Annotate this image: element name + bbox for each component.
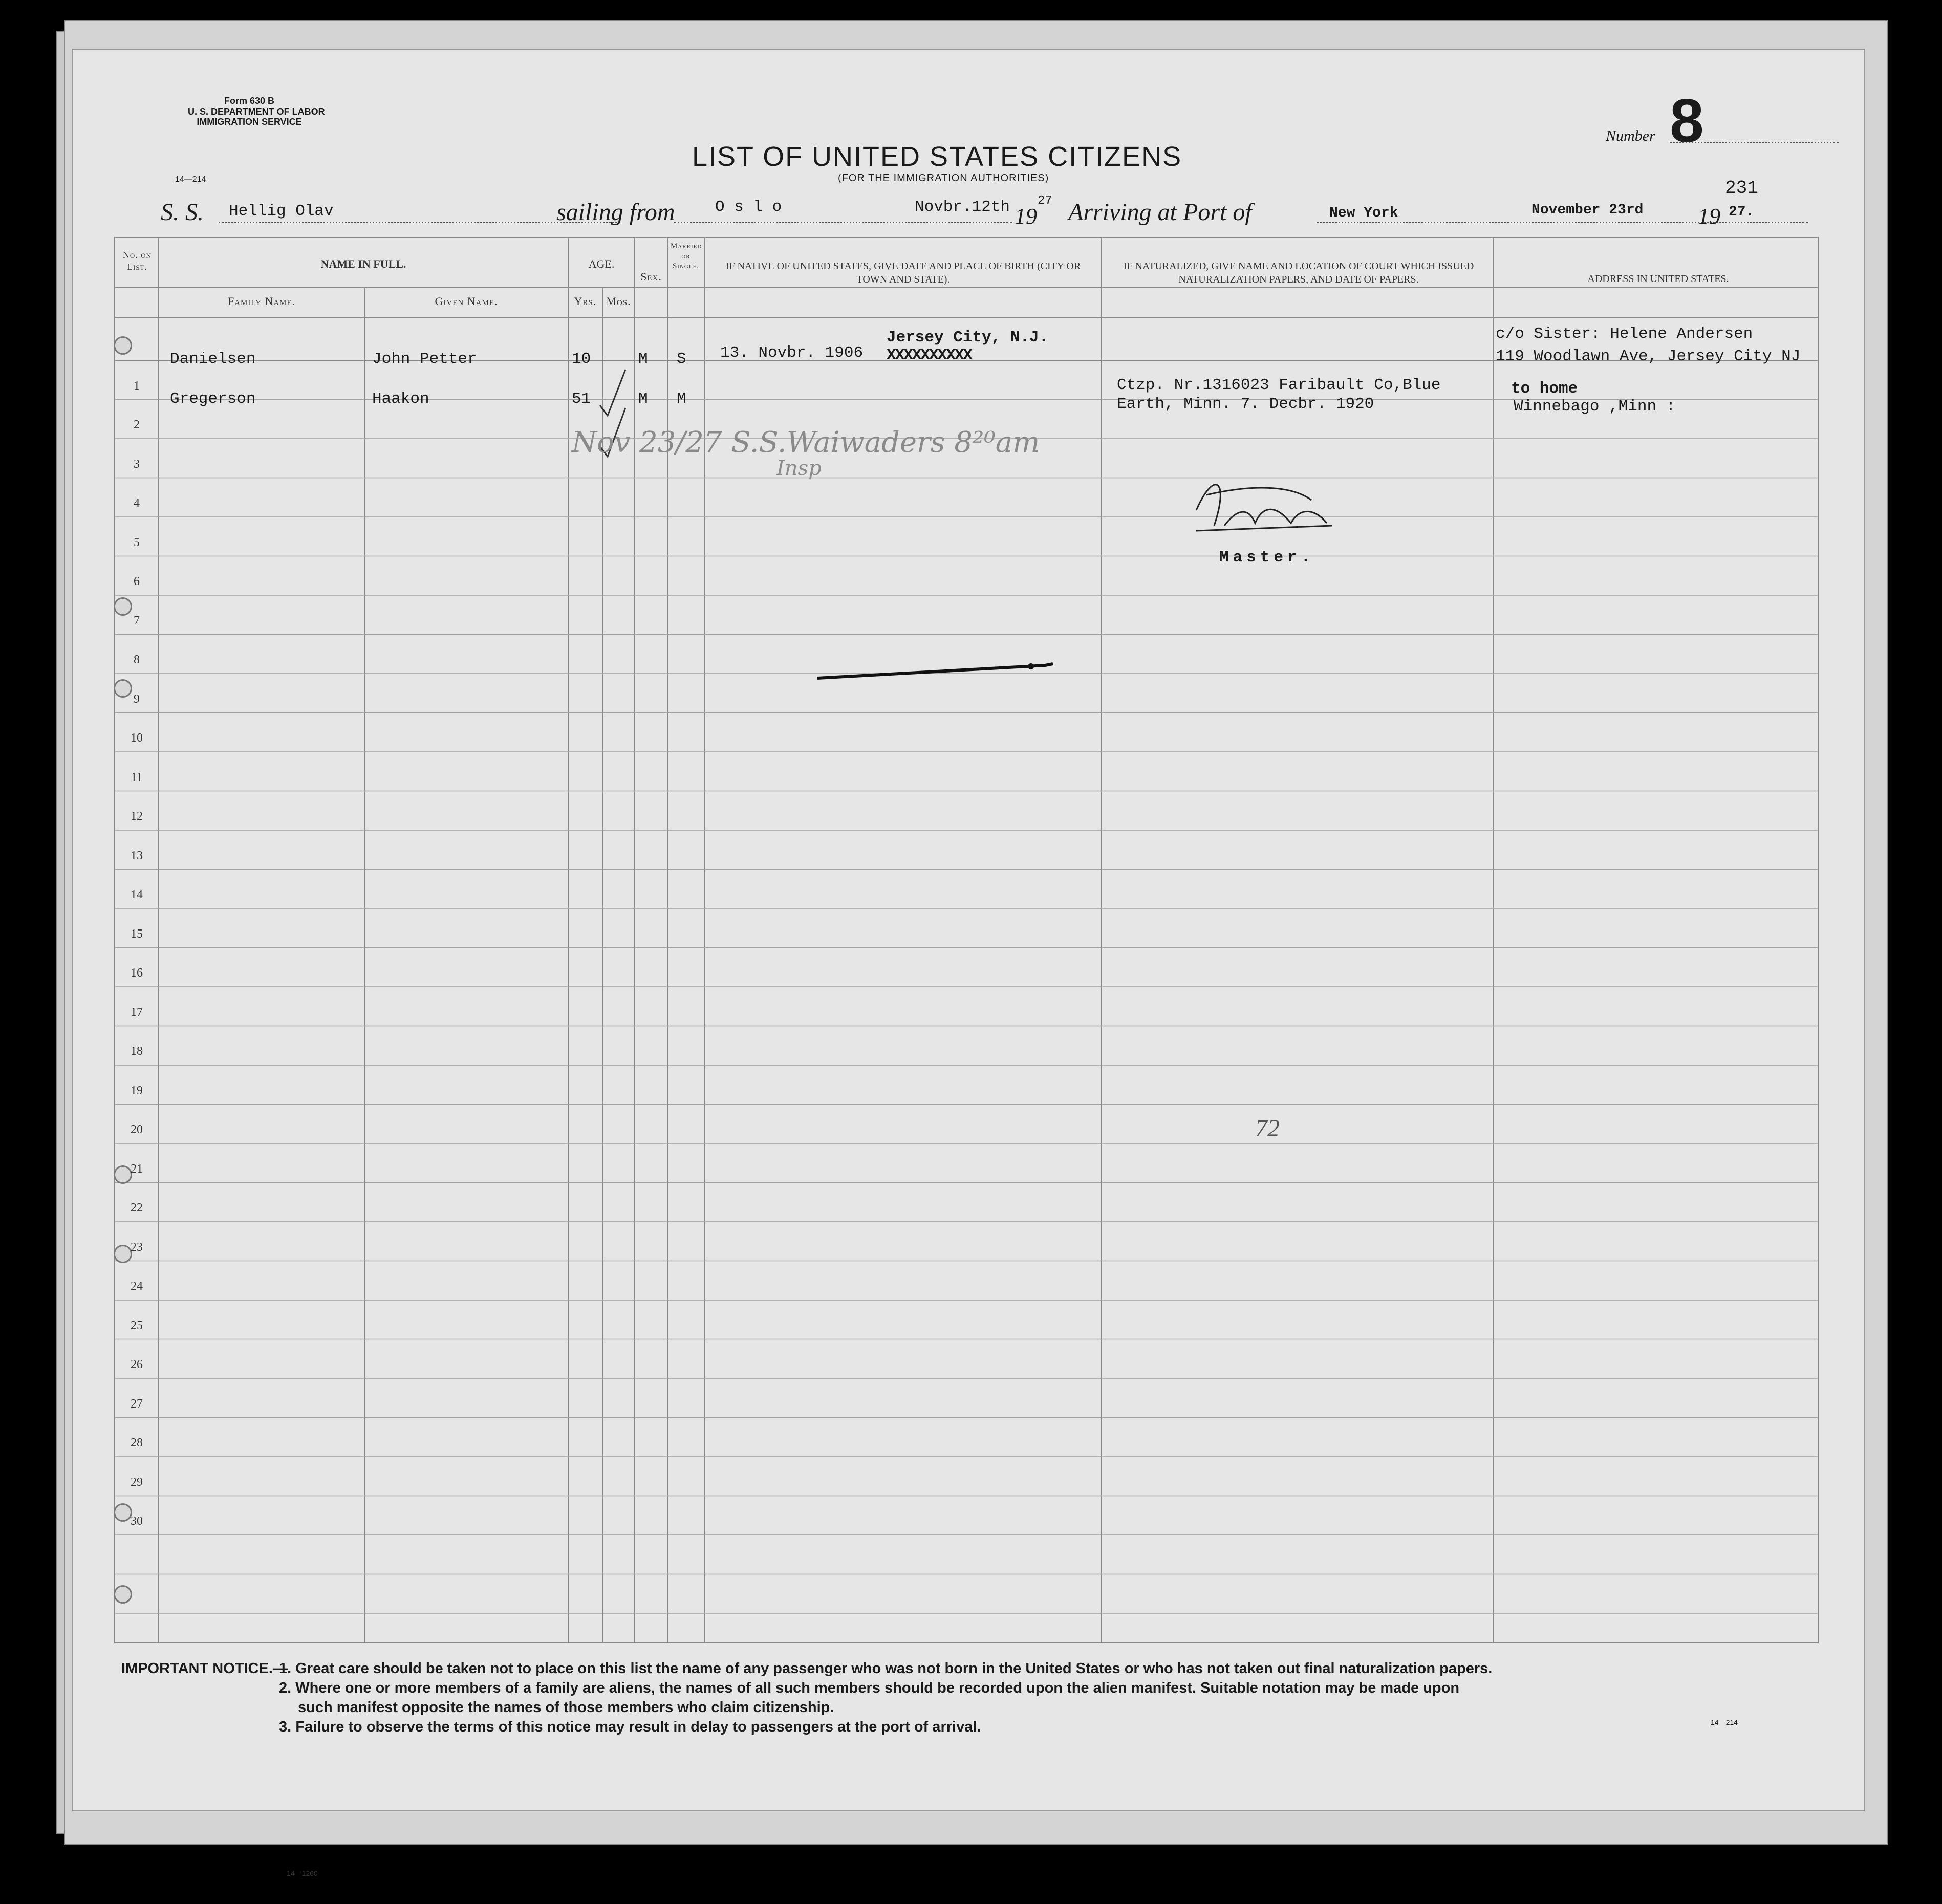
- birth-place: Jersey City, N.J.: [887, 329, 1049, 347]
- row-number: 22: [131, 1201, 143, 1215]
- row-number: 7: [134, 614, 140, 628]
- form-code: 14—214: [175, 175, 206, 184]
- row-number: 15: [131, 927, 143, 941]
- year-prefix-2: 19: [1698, 204, 1720, 229]
- row-number: 12: [131, 810, 143, 824]
- notice-item-3: 3. Failure to observe the terms of this notice may result in delay to passengers at the port of arrival.: [279, 1719, 981, 1735]
- row-number: 4: [134, 496, 140, 510]
- port-from: O s l o: [715, 198, 782, 216]
- row-number: 14: [131, 888, 143, 902]
- header-sex: Sex.: [640, 270, 662, 283]
- ss-label: S. S.: [161, 199, 204, 226]
- row-number: 1: [134, 379, 140, 393]
- marital-status: S: [677, 350, 686, 368]
- row-number: 5: [134, 535, 140, 549]
- row-number: 19: [131, 1084, 143, 1097]
- naturalization-line-2: Earth, Minn. 7. Decbr. 1920: [1117, 395, 1374, 413]
- sailing-label: sailing from: [556, 199, 675, 226]
- struck-out-text: XXXXXXXXXX: [887, 347, 972, 364]
- year-to: 27.: [1729, 204, 1755, 220]
- address-line-1: c/o Sister: Helene Andersen: [1496, 325, 1753, 343]
- row-number: 25: [131, 1318, 143, 1332]
- page-subtitle: (FOR THE IMMIGRATION AUTHORITIES): [838, 172, 1049, 184]
- given-name: Haakon: [372, 390, 429, 408]
- department-name: U. S. DEPARTMENT OF LABOR: [188, 106, 325, 117]
- header-given-name: Given Name.: [435, 295, 498, 308]
- year-from: 27: [1038, 194, 1052, 208]
- notice-item-1: 1. Great care should be taken not to place on this list the name of any passenger who was not born in the United States or who has not taken out final naturalization papers.: [279, 1660, 1493, 1677]
- address-line-2: Winnebago ,Minn :: [1514, 398, 1676, 416]
- header-mos: Mos.: [606, 295, 631, 308]
- row-number: 29: [131, 1475, 143, 1489]
- row-number: 20: [131, 1123, 143, 1137]
- row-number: 16: [131, 966, 143, 980]
- notice-item-2: 2. Where one or more members of a family are aliens, the names of all such members should be recorded upon the alien manifest. Suitable notation may be made upon: [279, 1680, 1460, 1696]
- marital-status: M: [677, 390, 686, 408]
- row-number: 21: [131, 1162, 143, 1176]
- port-to: New York: [1329, 205, 1398, 221]
- row-number: 28: [131, 1436, 143, 1450]
- row-number: 6: [134, 575, 140, 589]
- row-number: 13: [131, 849, 143, 862]
- list-number: 8: [1670, 86, 1704, 155]
- header-age: AGE.: [588, 257, 615, 270]
- master-signature: [1196, 485, 1332, 531]
- page-title: LIST OF UNITED STATES CITIZENS: [692, 141, 1182, 172]
- header-naturalized: IF NATURALIZED, GIVE NAME AND LOCATION OF COURT WHICH ISSUED NATURALIZATION PAPERS, AND DATE OF PAPERS.: [1123, 261, 1474, 285]
- ship-name: Hellig Olav: [229, 202, 334, 220]
- age-years: 10: [572, 350, 591, 368]
- header-no-on-list: No. on List.: [122, 250, 152, 272]
- manifest-page: [72, 49, 1865, 1811]
- naturalization-line-1: Ctzp. Nr.1316023 Faribault Co,Blue: [1117, 376, 1441, 394]
- inspector-initials: Insp: [776, 457, 822, 480]
- punch-hole: [114, 597, 132, 616]
- header-family-name: Family Name.: [227, 295, 296, 308]
- address-line-1: to home: [1511, 380, 1578, 398]
- form-number: Form 630 B: [224, 96, 275, 106]
- punch-hole: [114, 336, 132, 355]
- row-number: 27: [131, 1397, 143, 1411]
- notice-item-2-cont: such manifest opposite the names of those members who claim citizenship.: [298, 1699, 834, 1716]
- row-number: 18: [131, 1045, 143, 1058]
- sex: M: [638, 390, 648, 408]
- row-number: 3: [134, 457, 140, 471]
- row-number: 30: [131, 1514, 143, 1528]
- number-label: Number: [1606, 127, 1655, 144]
- header-address: ADDRESS IN UNITED STATES.: [1587, 273, 1729, 285]
- row-number: 10: [131, 731, 143, 745]
- date-from: Novbr.12th: [915, 198, 1010, 216]
- punch-hole: [114, 1585, 132, 1604]
- sex: M: [638, 350, 648, 368]
- row-number: 26: [131, 1358, 143, 1372]
- form-code-bottom: 14—214: [1711, 1718, 1738, 1726]
- given-name: John Petter: [372, 350, 477, 368]
- form-header: [188, 96, 325, 127]
- arriving-label: Arriving at Port of: [1068, 199, 1252, 226]
- row-number: 8: [134, 653, 140, 667]
- family-name: Danielsen: [170, 350, 256, 368]
- stamp-correction: 231: [1725, 178, 1758, 199]
- row-number: 11: [131, 770, 143, 784]
- family-name: Gregerson: [170, 390, 256, 408]
- header-yrs: Yrs.: [574, 295, 597, 308]
- date-to: November 23rd: [1531, 202, 1644, 218]
- footer-code: 14—1260: [287, 1869, 318, 1877]
- age-years: 51: [572, 390, 591, 408]
- notice-heading: IMPORTANT NOTICE.—: [121, 1660, 288, 1677]
- row-number: 23: [131, 1240, 143, 1254]
- handwritten-mark: 72: [1255, 1115, 1280, 1142]
- master-label: Master.: [1219, 549, 1315, 567]
- service-name: IMMIGRATION SERVICE: [197, 117, 302, 127]
- row-number: 24: [131, 1280, 143, 1293]
- table-grid: [73, 50, 1864, 1810]
- inspector-stamp: Nov 23/27 S.S.Waiwaders 8²⁰am: [572, 426, 1040, 459]
- row-number: 9: [134, 692, 140, 706]
- row-number: 17: [131, 1005, 143, 1019]
- birth-date: 13. Novbr. 1906: [720, 344, 864, 362]
- header-married-single: Married or Single.: [671, 242, 702, 270]
- year-prefix: 19: [1015, 204, 1037, 229]
- header-native: IF NATIVE OF UNITED STATES, GIVE DATE AND PLACE OF BIRTH (CITY OR TOWN AND STATE).: [725, 261, 1081, 285]
- header-name-in-full: NAME IN FULL.: [320, 257, 406, 270]
- row-number: 2: [134, 418, 140, 432]
- address-line-2: 119 Woodlawn Ave, Jersey City NJ: [1496, 348, 1801, 365]
